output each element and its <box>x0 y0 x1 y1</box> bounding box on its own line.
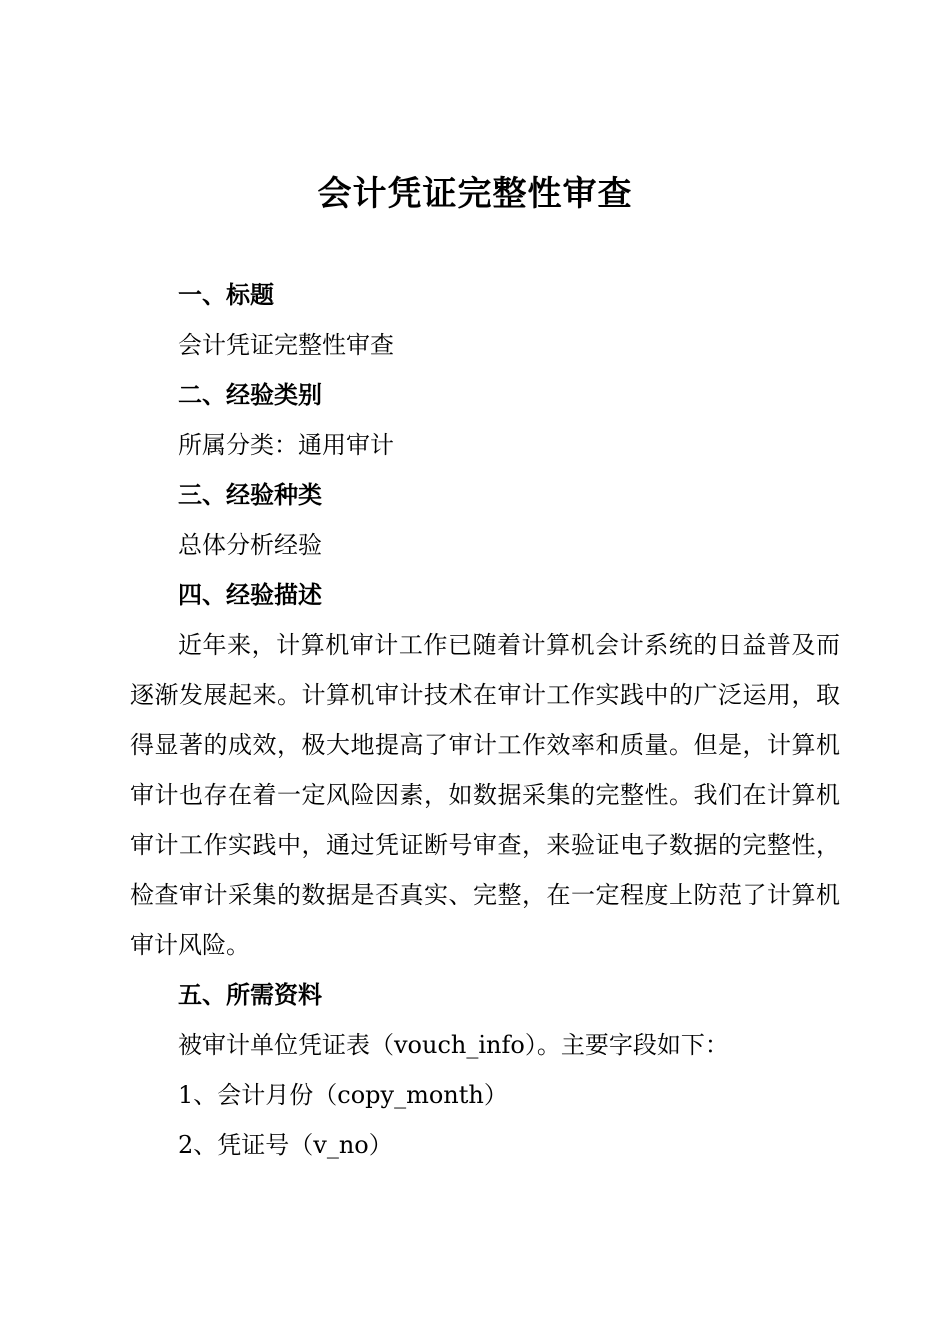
section-heading-category: 二、经验类别 <box>178 381 322 409</box>
section-heading-materials: 五、所需资料 <box>178 981 322 1009</box>
section-paragraph-description: 近年来，计算机审计工作已随着计算机会计系统的日益普及而逐渐发展起来。计算机审计技术在审计工作实践中的广泛运用，取得显著的成效，极大地提高了审计工作效率和质量。但是，计算机审计也存在着一定风险因素，如数据采集的完整性。我们在计算机审计工作实践中，通过凭证断号审查，来验证电子数据的完整性，检查审计采集的数据是否真实、完整，在一定程度上防范了计算机审计风险。 <box>130 631 840 959</box>
section-heading-title: 一、标题 <box>178 281 274 309</box>
document-body <box>130 270 840 1170</box>
materials-item-1: 1、会计月份（copy_month） <box>178 1081 508 1109</box>
materials-intro: 被审计单位凭证表（vouch_info）。主要字段如下： <box>178 1031 729 1059</box>
materials-item-2: 2、凭证号（v_no） <box>178 1131 393 1159</box>
section-heading-type: 三、经验种类 <box>178 481 322 509</box>
section-heading-description: 四、经验描述 <box>178 581 322 609</box>
section-text-type: 总体分析经验 <box>178 531 322 559</box>
section-text-title: 会计凭证完整性审查 <box>178 331 394 359</box>
document-title: 会计凭证完整性审查 <box>317 174 633 214</box>
section-text-category: 所属分类：通用审计 <box>178 431 394 459</box>
